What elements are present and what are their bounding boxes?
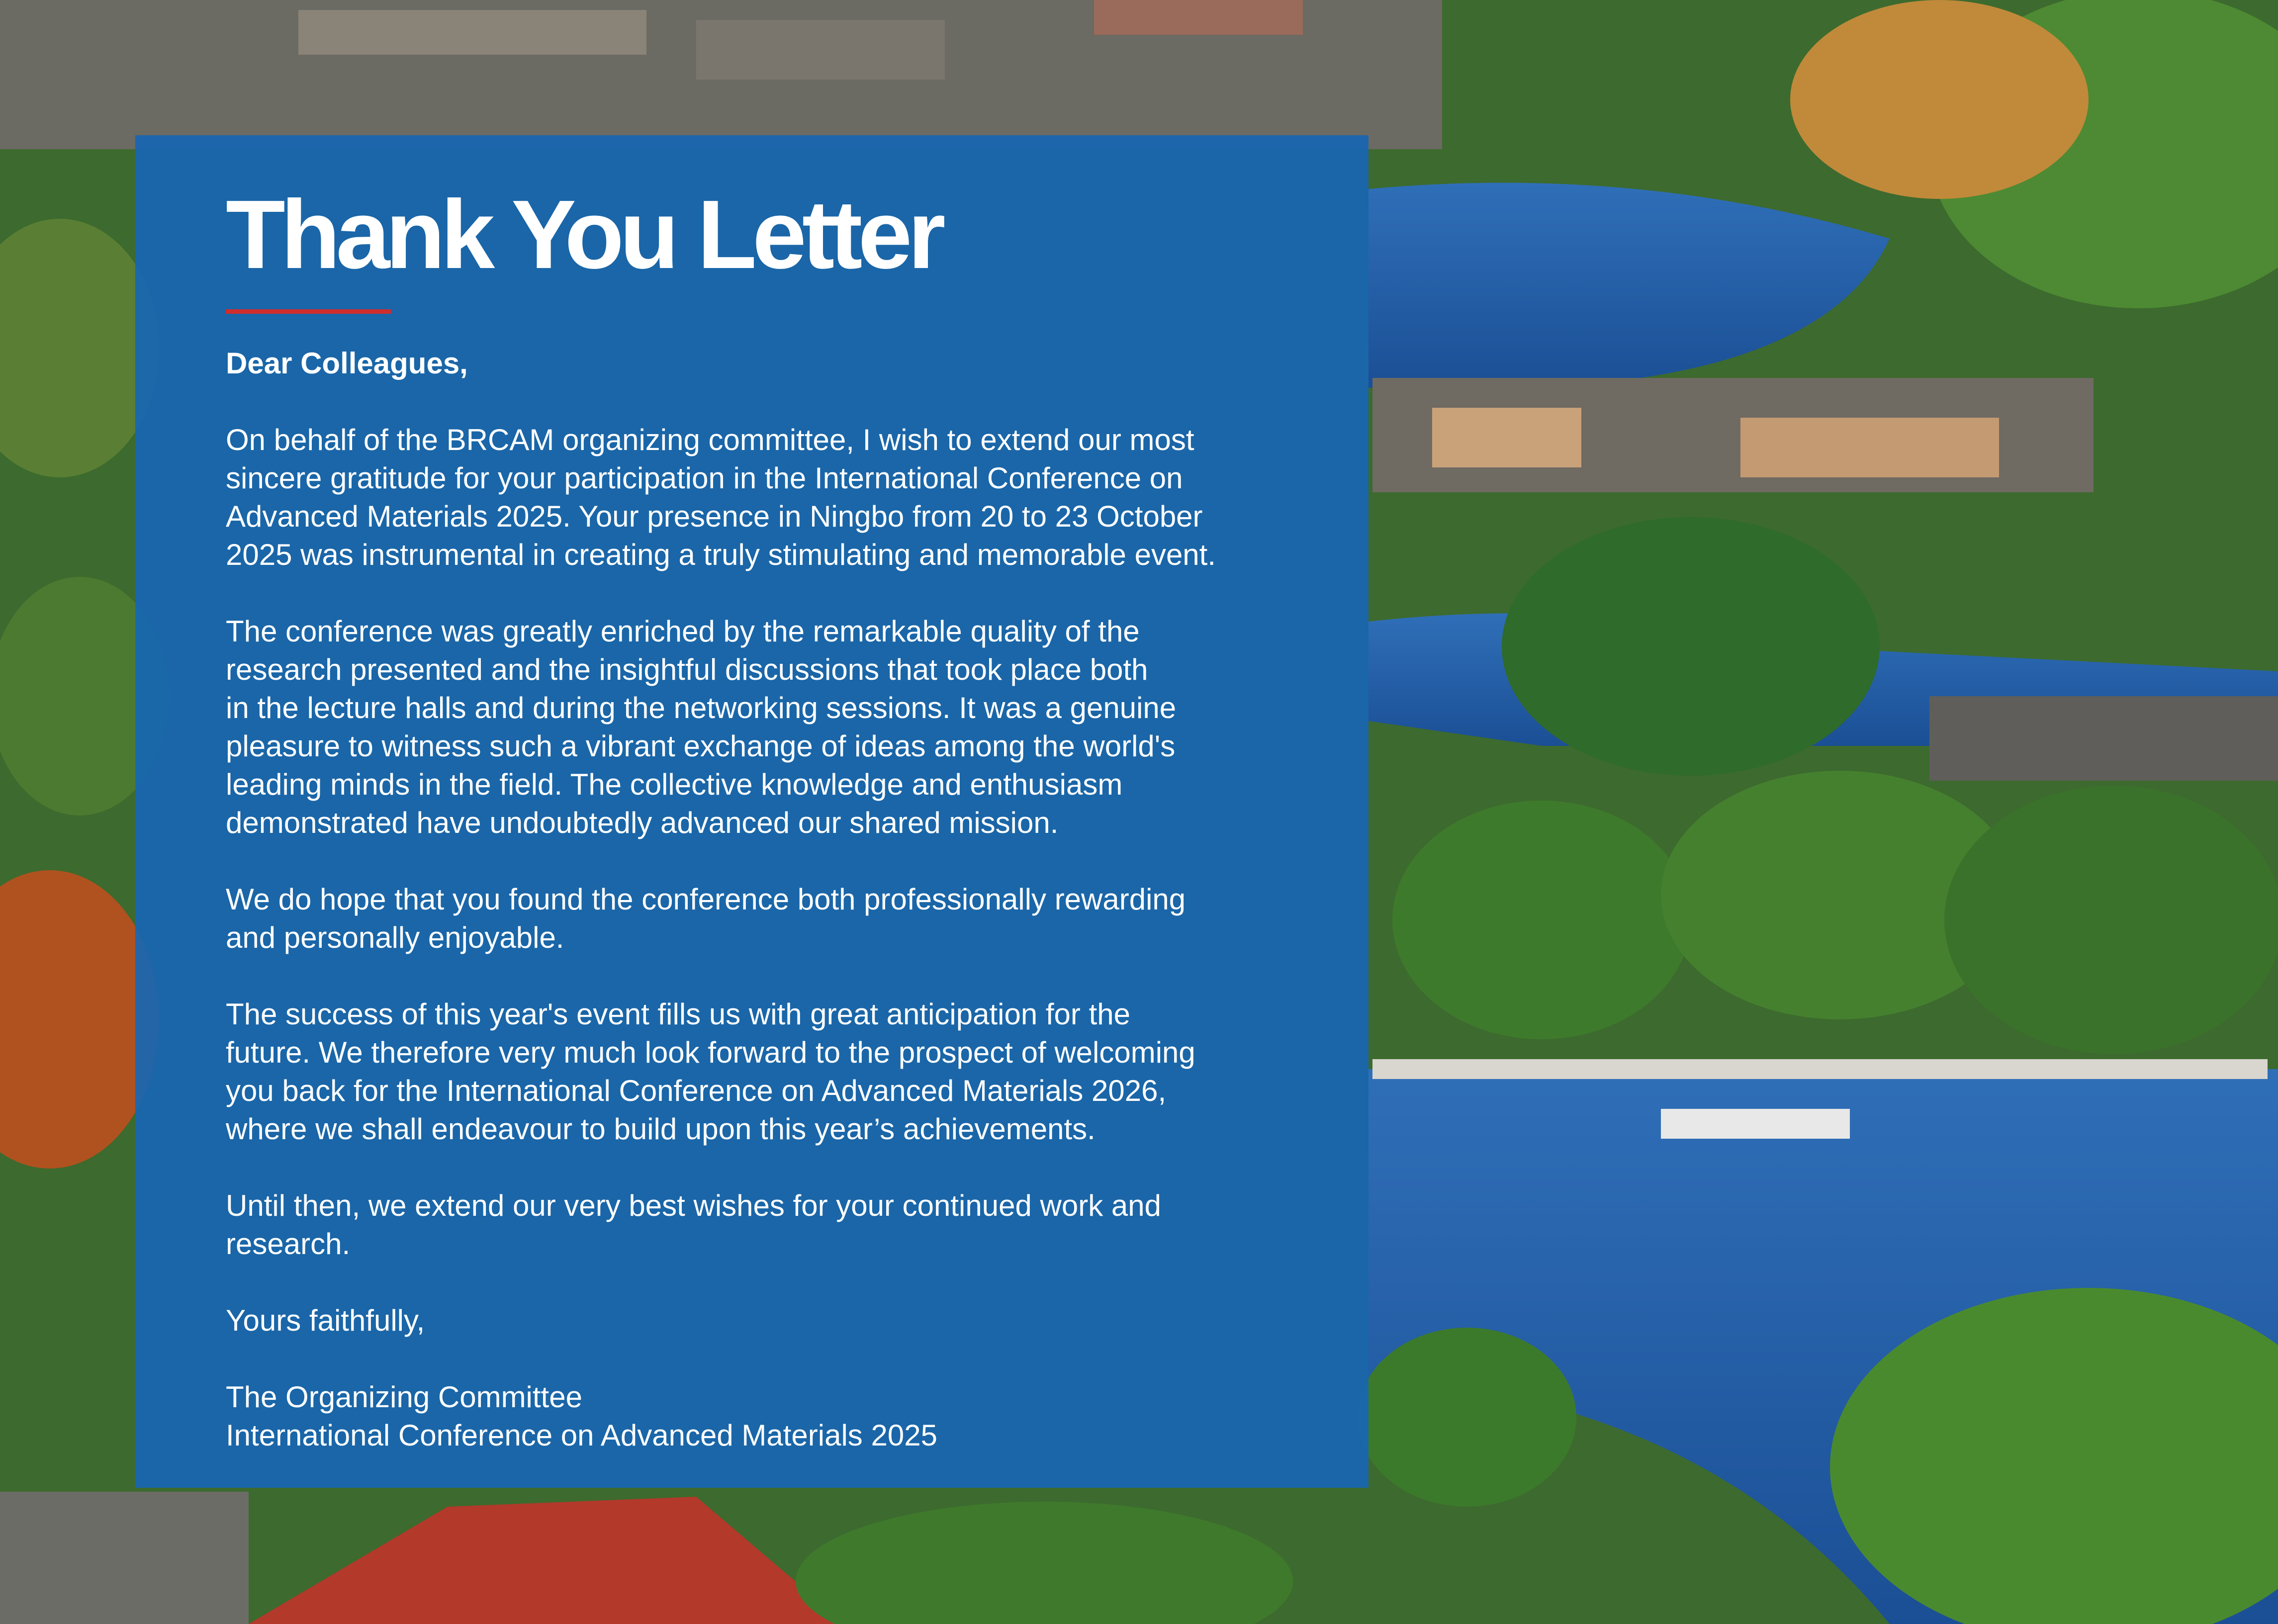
letter-paragraph-4 [226,995,1340,1148]
paragraph-line: The conference was greatly enriched by the remarkable quality of the [226,615,1140,648]
letter-title: Thank You Letter [226,180,941,289]
paragraph-line: future. We therefore very much look forward to the prospect of welcoming [226,1036,1195,1069]
paragraph-line: Until then, we extend our very best wishes for your continued work and [226,1189,1161,1222]
paragraph-line: research presented and the insightful discussions that took place both [226,653,1148,686]
letter-panel [135,135,1368,1488]
letter-paragraph-5 [226,1186,1340,1263]
paragraph-line: and personally enjoyable. [226,921,564,954]
letter-closing: Yours faithfully, [226,1304,425,1337]
letter-paragraph-1 [226,421,1340,574]
paragraph-line: you back for the International Conference on Advanced Materials 2026, [226,1074,1167,1107]
paragraph-line: research. [226,1227,351,1261]
signature-line: The Organizing Committee [226,1380,582,1414]
paragraph-line: On behalf of the BRCAM organizing committee, I wish to extend our most [226,423,1194,456]
letter-paragraph-3 [226,880,1340,957]
letter-body [226,344,1340,1454]
paragraph-line: demonstrated have undoubtedly advanced our shared mission. [226,806,1059,839]
paragraph-line: in the lecture halls and during the networking sessions. It was a genuine [226,691,1177,724]
signature-line: International Conference on Advanced Materials 2025 [226,1419,937,1452]
paragraph-line: 2025 was instrumental in creating a truly stimulating and memorable event. [226,538,1216,571]
paragraph-line: The success of this year's event fills us with great anticipation for the [226,997,1130,1031]
letter-greeting: Dear Colleagues, [226,347,468,380]
letter-signature [226,1378,1340,1454]
paragraph-line: We do hope that you found the conference both professionally rewarding [226,883,1186,916]
paragraph-line: sincere gratitude for your participation in the International Conference on [226,461,1183,495]
title-accent-rule [226,309,391,314]
paragraph-line: pleasure to witness such a vibrant exchange of ideas among the world's [226,729,1176,763]
paragraph-line: Advanced Materials 2025. Your presence in Ningbo from 20 to 23 October [226,500,1203,533]
paragraph-line: leading minds in the field. The collective knowledge and enthusiasm [226,768,1123,801]
letter-paragraph-2 [226,612,1340,842]
paragraph-line: where we shall endeavour to build upon this year’s achievements. [226,1112,1095,1146]
